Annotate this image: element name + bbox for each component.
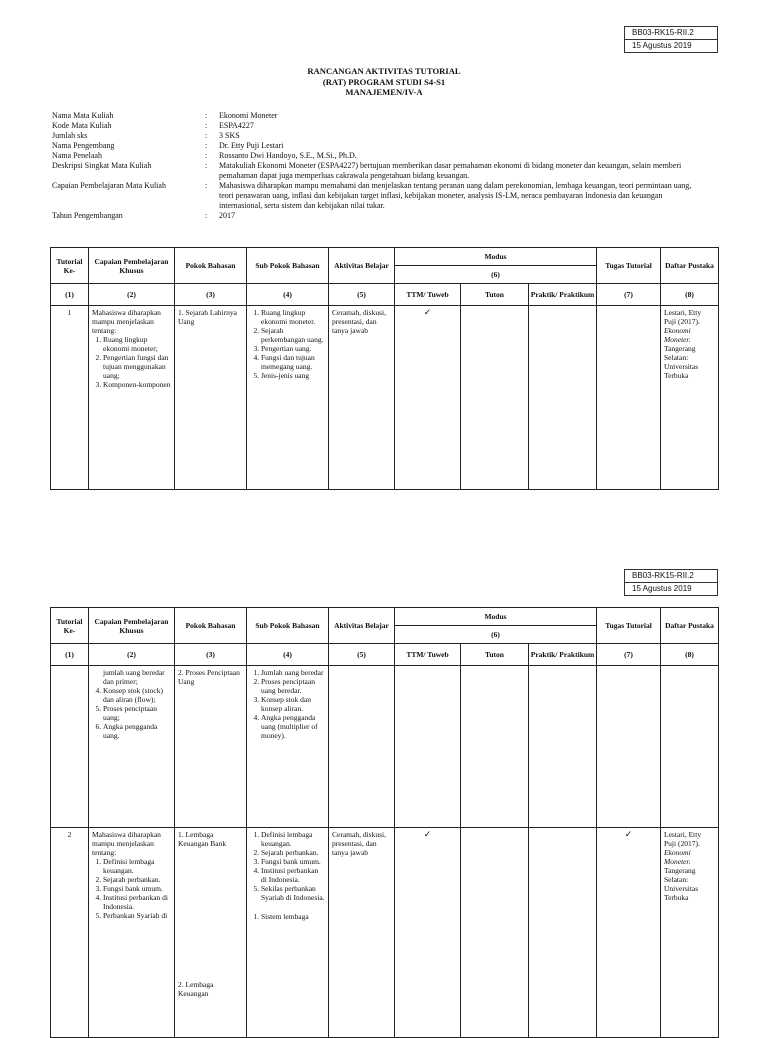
col-number: (5)	[329, 284, 395, 306]
tutorial-table	[50, 607, 719, 1038]
tuton-cell	[461, 666, 529, 828]
info-value: Ekonomi Moneter	[219, 111, 278, 120]
capaian-cell	[89, 306, 175, 490]
header-pokok: Pokok Bahasan	[175, 248, 247, 284]
header-tugas: Tugas Tutorial	[597, 248, 661, 284]
header-ttm: TTM/ Tuweb	[395, 644, 461, 666]
list-item: 4. Konsep stok (stock) dan aliran (flow);	[103, 686, 171, 704]
document-code: BB03-RK15-RII.2	[632, 28, 694, 37]
pustaka-publisher: Tangerang Selatan: Universitas Terbuka	[664, 866, 699, 902]
col-number: (2)	[89, 284, 175, 306]
table-row	[51, 828, 719, 1038]
pokok-cell: 1. Sejarah Lahirnya Uang	[175, 306, 247, 490]
pustaka-author: Lestari, Etty Puji (2017).	[664, 830, 702, 848]
info-key: Nama Penelaah	[52, 151, 102, 160]
aktivitas-cell: Ceramah, diskusi, presentasi, dan tanya jawab	[329, 828, 395, 1038]
info-value: Dr. Etty Puji Lestari	[219, 141, 284, 150]
sub-pokok-cell	[247, 306, 329, 490]
header-tuton: Tuton	[461, 284, 529, 306]
col-number: (3)	[175, 644, 247, 666]
col-number: (8)	[661, 644, 719, 666]
list-item: 3. Komponen-komponen	[103, 380, 171, 389]
header-sub-pokok: Sub Pokok Bahasan	[247, 248, 329, 284]
tutorial-table	[50, 247, 719, 490]
header-tutorial: Tutorial Ke-	[51, 608, 89, 644]
tutorial-number: 1	[51, 306, 89, 490]
col-number: (4)	[247, 644, 329, 666]
capaian-cell	[89, 828, 175, 1038]
info-row: Nama Pengembang : Dr. Etty Puji Lestari	[52, 141, 692, 151]
sub-pokok-cell	[247, 828, 329, 1038]
col-number: (7)	[597, 644, 661, 666]
header-tugas: Tugas Tutorial	[597, 608, 661, 644]
list-item: 5. Jenis-jenis uang	[261, 371, 325, 380]
aktivitas-cell	[329, 666, 395, 828]
ttm-cell	[395, 666, 461, 828]
info-key: Nama Mata Kuliah	[52, 111, 114, 120]
header-capaian: Capaian Pembelajaran Khusus	[89, 248, 175, 284]
list-item: 4. Institusi perbankan di Indonesia.	[261, 866, 325, 884]
praktik-cell	[529, 306, 597, 490]
table-row	[51, 306, 719, 490]
header-aktivitas: Aktivitas Belajar	[329, 608, 395, 644]
list-item: 4. Institusi perbankan di Indonesia.	[103, 893, 171, 911]
list-item: 3. Pengertian uang.	[261, 344, 325, 353]
capaian-intro: Mahasiswa diharapkan mampu menjelaskan tentang:	[92, 830, 161, 857]
col-number: (8)	[661, 284, 719, 306]
document-date: 15 Agustus 2019	[625, 39, 717, 52]
info-value: 3 SKS	[219, 131, 240, 140]
list-item: 2. Proses penciptaan uang beredar.	[261, 677, 325, 695]
title-line-3: MANAJEMEN/IV-A	[345, 87, 423, 97]
info-value: ESPA4227	[219, 121, 254, 130]
check-icon: ✓	[395, 306, 461, 490]
col-number: (2)	[89, 644, 175, 666]
col-number: (1)	[51, 284, 89, 306]
header-ttm: TTM/ Tuweb	[395, 284, 461, 306]
header-tutorial: Tutorial Ke-	[51, 248, 89, 284]
document-code-box	[624, 569, 718, 596]
list-item: 3. Fungsi bank umum.	[261, 857, 325, 866]
capaian-cell	[89, 666, 175, 828]
info-row: Nama Mata Kuliah : Ekonomi Moneter	[52, 111, 692, 121]
tutorial-number: 2	[51, 828, 89, 1038]
header-praktik: Praktik/ Praktikum	[529, 284, 597, 306]
info-key: Capaian Pembelajaran Mata Kuliah	[52, 181, 166, 190]
list-item: 5. Perbankan Syariah di	[103, 911, 171, 920]
info-key: Kode Mata Kuliah	[52, 121, 112, 130]
header-sub-pokok: Sub Pokok Bahasan	[247, 608, 329, 644]
title-line-2: (RAT) PROGRAM STUDI S4-S1	[322, 76, 446, 87]
page-2	[0, 560, 768, 1024]
pustaka-cell	[661, 828, 719, 1038]
col-number: (7)	[597, 284, 661, 306]
header-capaian: Capaian Pembelajaran Khusus	[89, 608, 175, 644]
list-item: 2. Sejarah perkembangan uang.	[261, 326, 325, 344]
check-icon: ✓	[395, 828, 461, 1038]
pustaka-title: Ekonomi Moneter.	[664, 326, 691, 344]
header-daftar: Daftar Pustaka	[661, 608, 719, 644]
list-item: 6. Angka pengganda uang.	[103, 722, 171, 740]
header-modus: Modus	[395, 248, 597, 266]
praktik-cell	[529, 828, 597, 1038]
header-modus-number: (6)	[395, 266, 597, 284]
tugas-cell	[597, 306, 661, 490]
pustaka-cell	[661, 306, 719, 490]
col-number: (1)	[51, 644, 89, 666]
info-value: Matakuliah Ekonomi Moneter (ESPA4227) bertujuan memberikan dasar pemahaman ekonomi di bidang moneter dan keuangan, selain memberi pemahaman dapat juga memperluas cakrawala pengetahuan bidang keuangan.	[219, 161, 682, 180]
pokok-item: 1. Lembaga Keuangan Bank	[178, 830, 227, 848]
info-key: Jumlah sks	[52, 131, 88, 140]
header-modus-number: (6)	[395, 626, 597, 644]
list-item: 1. Definisi lembaga keuangan.	[261, 830, 325, 848]
col-number: (4)	[247, 284, 329, 306]
aktivitas-cell: Ceramah, diskusi, presentasi, dan tanya jawab	[329, 306, 395, 490]
info-row: Capaian Pembelajaran Mata Kuliah : Mahasiswa diharapkan mampu memahami dan menjelaskan tentang peranan uang dalam perekonomian, lembaga keuangan, teori permintaan uang, teori penawaran uang, inflasi dan kebijakan target inflasi, kebijakan moneter, analysis IS-LM, neraca pembayaran Indonesia dan keuangan internasional, serta sistem dan kebijakan nilai tukar.	[52, 181, 692, 210]
sub-pokok-cell	[247, 666, 329, 828]
info-row: Deskripsi Singkat Mata Kuliah : Matakuliah Ekonomi Moneter (ESPA4227) bertujuan memberikan dasar pemahaman ekonomi di bidang moneter dan keuangan, selain memberi pemahaman dapat juga memperluas cakrawala pengetahuan bidang keuangan.	[52, 161, 692, 181]
document-date: 15 Agustus 2019	[625, 582, 717, 595]
col-number: (5)	[329, 644, 395, 666]
pustaka-title: Ekonomi Moneter.	[664, 848, 691, 866]
info-value: Rossanto Dwi Handoyo, S.E., M.Si., Ph.D.	[219, 151, 357, 160]
tugas-cell	[597, 666, 661, 828]
pokok-cell	[175, 828, 247, 1038]
list-item: 1. Ruang lingkup ekonomi moneter.	[261, 308, 325, 326]
header-modus: Modus	[395, 608, 597, 626]
tutorial-number	[51, 666, 89, 828]
document-title	[0, 66, 768, 98]
header-praktik: Praktik/ Praktikum	[529, 644, 597, 666]
tuton-cell	[461, 306, 529, 490]
list-item: 4. Angka pengganda uang (multiplier of money).	[261, 713, 325, 740]
praktik-cell	[529, 666, 597, 828]
table-row	[51, 666, 719, 828]
info-row: Tahun Pengembangan : 2017	[52, 211, 692, 221]
course-info	[52, 111, 692, 221]
title-line-1: RANCANGAN AKTIVITAS TUTORIAL	[307, 66, 461, 76]
list-item: 2. Sejarah perbankan.	[103, 875, 171, 884]
capaian-continued: jumlah uang beredar dan primer;	[103, 668, 165, 686]
list-item: 5. Proses penciptaan uang;	[103, 704, 171, 722]
info-row: Jumlah sks : 3 SKS	[52, 131, 692, 141]
list-item: 1. Jumlah uang beredar	[261, 668, 325, 677]
list-item: 2. Pengertian fungsi dan tujuan menggunakan uang;	[103, 353, 171, 380]
pokok-item: 2. Lembaga Keuangan	[178, 980, 214, 998]
pokok-cell: 2. Proses Penciptaan Uang	[175, 666, 247, 828]
pustaka-cell	[661, 666, 719, 828]
info-row: Kode Mata Kuliah : ESPA4227	[52, 121, 692, 131]
document-code: BB03-RK15-RII.2	[632, 571, 694, 580]
list-item: 5. Sekilas perbankan Syariah di Indonesia.	[261, 884, 325, 902]
list-item: 3. Konsep stok dan konsep aliran.	[261, 695, 325, 713]
info-key: Tahun Pengembangan	[52, 211, 123, 220]
check-icon: ✓	[597, 828, 661, 1038]
col-number: (3)	[175, 284, 247, 306]
header-daftar: Daftar Pustaka	[661, 248, 719, 284]
capaian-intro: Mahasiswa diharapkan mampu menjelaskan tentang:	[92, 308, 161, 335]
document-code-box	[624, 26, 718, 53]
list-item: 4. Fungsi dan tujuan memegang uang.	[261, 353, 325, 371]
info-key: Nama Pengembang	[52, 141, 115, 150]
header-aktivitas: Aktivitas Belajar	[329, 248, 395, 284]
list-item: 1. Definisi lembaga keuangan.	[103, 857, 171, 875]
info-row: Nama Penelaah : Rossanto Dwi Handoyo, S.E., M.Si., Ph.D.	[52, 151, 692, 161]
header-tuton: Tuton	[461, 644, 529, 666]
info-value: Mahasiswa diharapkan mampu memahami dan menjelaskan tentang peranan uang dalam perekonomian, lembaga keuangan, teori permintaan uang, teori penawaran uang, inflasi dan kebijakan target inflasi, kebijakan moneter, analysis IS-LM, neraca pembayaran Indonesia dan keuangan internasional, serta sistem dan kebijakan nilai tukar.	[219, 181, 692, 210]
list-item: 2. Sejarah perbankan.	[261, 848, 325, 857]
list-item: 1. Sistem lembaga	[261, 912, 325, 921]
list-item: 3. Fungsi bank umum.	[103, 884, 171, 893]
header-pokok: Pokok Bahasan	[175, 608, 247, 644]
pustaka-author: Lestari, Etty Puji (2017).	[664, 308, 702, 326]
info-value: 2017	[219, 211, 235, 220]
tuton-cell	[461, 828, 529, 1038]
pustaka-publisher: Tangerang Selatan: Universitas Terbuka	[664, 344, 699, 380]
info-key: Deskripsi Singkat Mata Kuliah	[52, 161, 152, 170]
list-item: 1. Ruang lingkup ekonomi moneter;	[103, 335, 171, 353]
